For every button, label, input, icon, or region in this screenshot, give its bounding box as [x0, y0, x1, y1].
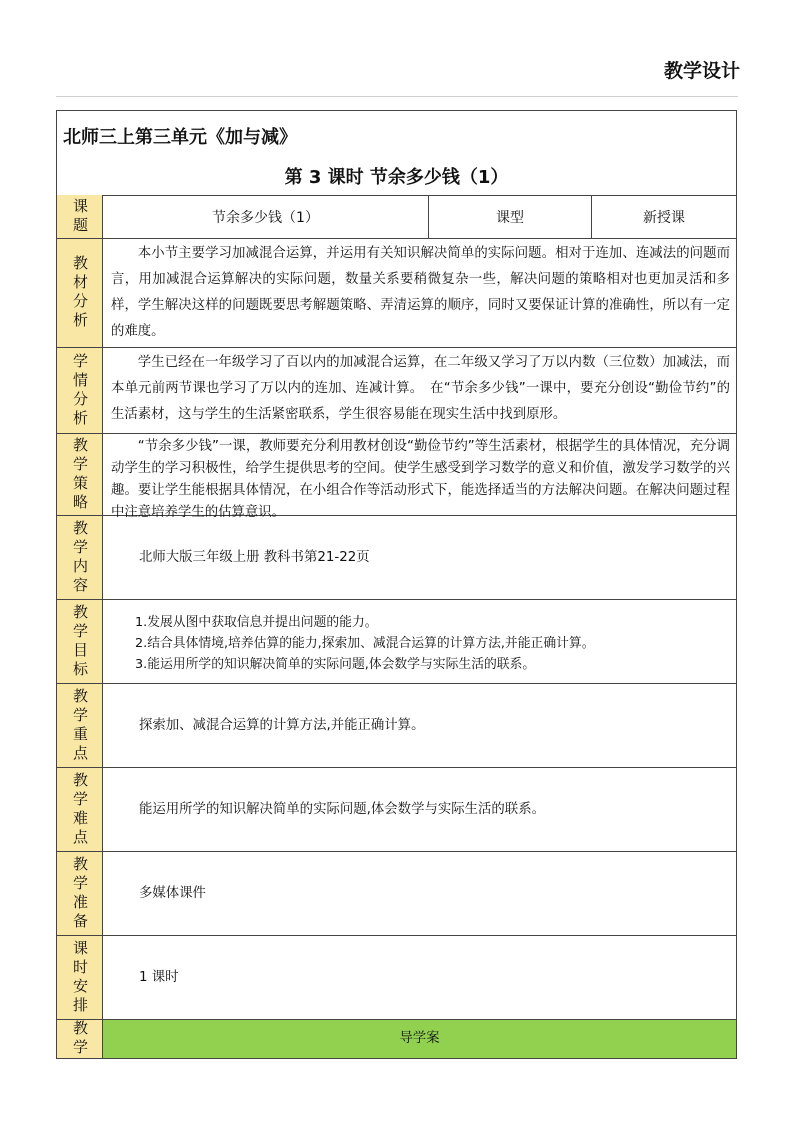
objectives-list: [103, 600, 736, 683]
lesson-type-label: 课型: [429, 195, 592, 238]
section-row-strategy: [57, 434, 736, 520]
row-label: 教学策略: [57, 434, 103, 515]
topic-value: 节余多少钱（1）: [103, 195, 429, 238]
row-label: 教学准备: [57, 852, 103, 935]
topic-row: [57, 195, 736, 239]
content-text: 北师大版三年级上册 教科书第21-22页: [139, 549, 370, 565]
section-row-guide: [57, 1020, 736, 1058]
section-row-schedule: [57, 936, 736, 1020]
lesson-title: 第 3 课时 节余多少钱（1）: [284, 167, 509, 188]
section-row-key-points: [57, 684, 736, 768]
row-label: 教学重点: [57, 684, 103, 767]
objective-item: 2.结合具体情境,培养估算的能力,探索加、减混合运算的计算方法,并能正确计算。: [135, 636, 595, 651]
document-type-header: 教学设计: [664, 60, 741, 82]
row-label: 教学内容: [57, 516, 103, 599]
unit-title: 北师三上第三单元《加与减》: [63, 127, 297, 148]
preparation-text: 多媒体课件: [139, 885, 206, 901]
objective-item: 3.能运用所学的知识解决简单的实际问题,体会数学与实际生活的联系。: [135, 657, 536, 672]
material-analysis-text: 本小节主要学习加减混合运算，并运用有关知识解决简单的实际问题。相对于连加、连减法的问题而言，用加减混合运算解决的实际问题，数量关系要稍微复杂一些，解决问题的策略相对也更加灵活和多样，学生解决这样的问题既要思考解题策略、弄清运算的顺序，同时又要保证计算的准确性，所以有一定的难度。: [111, 246, 730, 339]
key-points-text: 探索加、减混合运算的计算方法,并能正确计算。: [139, 717, 425, 733]
lesson-type-value: 新授课: [643, 209, 685, 226]
row-label-topic: 课题: [57, 195, 103, 238]
row-label: 课时安排: [57, 936, 103, 1019]
section-row-preparation: [57, 852, 736, 936]
objective-item: 1.发展从图中获取信息并提出问题的能力。: [135, 615, 378, 630]
row-label: 教学难点: [57, 768, 103, 851]
title-block: [57, 111, 736, 196]
row-label: 学情分析: [57, 348, 103, 433]
section-row-student-analysis: [57, 348, 736, 434]
header-rule: [56, 96, 738, 97]
section-row-difficulties: [57, 768, 736, 852]
strategy-text: “节余多少钱”一课，教师要充分利用教材创设“勤俭节约”等生活素材，根据学生的具体情况，充分调动学生的学习积极性，给学生提供思考的空间。使学生感受到学习数学的意义和价值，激发学习数学的兴趣。要让学生能根据具体情况，在小组合作等活动形式下，能选择适当的方法解决问题。在解决问题过程中注意培养学生的估算意识。: [111, 439, 730, 520]
row-label: 教学目标: [57, 600, 103, 683]
difficulties-text: 能运用所学的知识解决简单的实际问题,体会数学与实际生活的联系。: [139, 801, 545, 817]
guide-bar: 导学案: [103, 1020, 736, 1058]
row-label: 教学: [57, 1020, 103, 1058]
student-analysis-text: 学生已经在一年级学习了百以内的加减混合运算，在二年级又学习了万以内数（三位数）加减法，而本单元前两节课也学习了万以内的连加、连减计算。 在“节余多少钱”一课中，要充分创设“勤俭节约”的生活素材，这与学生的生活紧密联系，学生很容易能在现实生活中找到原形。: [111, 355, 730, 422]
section-row-objectives: [57, 600, 736, 684]
lesson-plan-table: [56, 110, 737, 1059]
section-row-material-analysis: [57, 239, 736, 348]
section-row-content: [57, 516, 736, 600]
row-label: 教材分析: [57, 239, 103, 347]
schedule-text: 1 课时: [139, 969, 179, 985]
